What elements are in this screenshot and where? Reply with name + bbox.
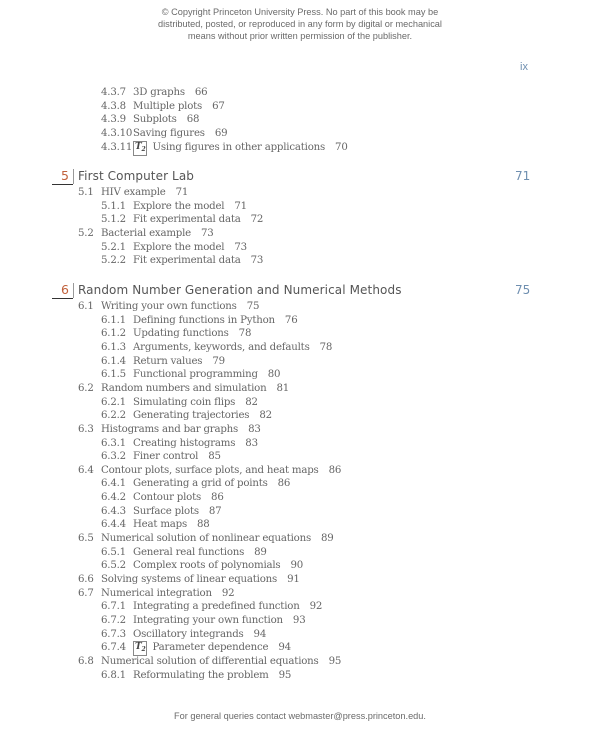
section-number: 4.3.7 xyxy=(101,87,126,98)
section-entry xyxy=(101,227,214,241)
section-title: Simulating coin flips xyxy=(133,396,236,408)
section-page-number: 82 xyxy=(259,410,272,422)
section-entry xyxy=(133,254,263,268)
chapter-title: First Computer Lab xyxy=(78,169,194,183)
chapter-title: Random Number Generation and Numerical Methods xyxy=(78,283,402,297)
section-entry xyxy=(133,141,348,156)
section-entry xyxy=(133,113,199,127)
section-page-number: 88 xyxy=(197,519,210,531)
section-number: 4.3.8 xyxy=(101,100,126,112)
section-page-number: 89 xyxy=(320,533,334,545)
section-entry xyxy=(101,573,300,587)
section-page-number: 86 xyxy=(328,464,342,476)
section-title: General real functions xyxy=(133,546,245,558)
copyright-line: distributed, posted, or reproduced in any form by digital or mechanical xyxy=(158,19,442,29)
section-number: 5.1 xyxy=(78,187,94,198)
section-title: Fit experimental data xyxy=(133,255,241,267)
section-number: 5.1.2 xyxy=(101,214,126,226)
section-title: Contour plots xyxy=(133,492,202,504)
section-number: 6.1.1 xyxy=(101,314,126,326)
section-number: 6.3.1 xyxy=(101,437,126,449)
section-number: 6.1 xyxy=(78,301,94,312)
section-title: Contour plots, surface plots, and heat maps xyxy=(101,464,319,476)
section-page-number: 95 xyxy=(278,669,292,681)
section-page-number: 71 xyxy=(175,187,189,198)
page-number: ix xyxy=(520,61,528,73)
section-title: Integrating a predefined function xyxy=(133,601,300,613)
section-title: Multiple plots xyxy=(133,100,203,112)
section-title: Heat maps xyxy=(133,519,188,531)
section-entry xyxy=(133,546,267,560)
section-number: 6.4.1 xyxy=(101,478,126,490)
section-entry xyxy=(133,628,266,642)
section-entry xyxy=(101,300,259,314)
section-number: 6.7.4 xyxy=(101,642,126,654)
section-number: 4.3.11 xyxy=(101,141,133,153)
copyright-line: means without prior written permission of the publisher. xyxy=(187,31,413,41)
section-title: Integrating your own function xyxy=(133,614,283,626)
section-title: 3D graphs xyxy=(133,87,185,98)
section-entry xyxy=(133,669,291,683)
section-title: Bacterial example xyxy=(101,227,192,239)
section-entry xyxy=(133,437,258,451)
section-page-number: 73 xyxy=(234,241,247,253)
section-entry xyxy=(133,450,221,464)
section-entry xyxy=(133,86,207,100)
section-title: Using figures in other applications xyxy=(152,141,326,153)
section-page-number: 78 xyxy=(238,328,252,340)
chapter-underline-rule xyxy=(52,298,73,299)
section-page-number: 90 xyxy=(290,560,304,572)
section-entry xyxy=(133,396,258,410)
section-title: Generating trajectories xyxy=(133,410,250,422)
section-number: 4.3.10 xyxy=(101,127,133,139)
section-number: 6.3.2 xyxy=(101,451,126,463)
section-entry xyxy=(133,518,210,532)
section-page-number: 73 xyxy=(201,227,214,239)
section-page-number: 72 xyxy=(250,214,264,226)
section-entry xyxy=(101,186,188,200)
section-title: Arguments, keywords, and defaults xyxy=(133,341,310,353)
section-number: 5.2.2 xyxy=(101,255,126,267)
section-title: Subplots xyxy=(133,114,177,126)
section-number: 6.1.3 xyxy=(101,341,126,353)
section-number: 4.3.9 xyxy=(101,114,126,126)
section-number: 6.7.3 xyxy=(101,628,126,640)
section-entry xyxy=(101,655,341,669)
section-number: 6.1.5 xyxy=(101,369,126,381)
section-title: Numerical solution of nonlinear equations xyxy=(101,533,311,545)
section-number: 6.2.1 xyxy=(101,396,126,408)
section-page-number: 95 xyxy=(328,655,342,667)
section-entry xyxy=(101,587,234,601)
section-page-number: 73 xyxy=(250,255,264,267)
section-title: Writing your own functions xyxy=(101,301,237,312)
section-number: 6.7 xyxy=(78,587,94,599)
section-page-number: 83 xyxy=(248,423,261,435)
section-page-number: 94 xyxy=(278,642,291,654)
section-entry xyxy=(133,100,225,114)
section-entry xyxy=(133,327,251,341)
section-page-number: 69 xyxy=(214,127,228,139)
section-page-number: 86 xyxy=(211,492,224,504)
section-entry xyxy=(133,505,221,519)
section-entry xyxy=(133,200,247,214)
section-page-number: 78 xyxy=(319,341,333,353)
chapter-number: 6 xyxy=(61,282,69,297)
section-page-number: 85 xyxy=(208,451,221,463)
section-number: 6.4.2 xyxy=(101,492,126,504)
section-entry xyxy=(133,368,280,382)
section-number: 6.7.1 xyxy=(101,601,126,613)
section-entry xyxy=(133,355,225,369)
section-page-number: 82 xyxy=(245,396,258,408)
section-page-number: 71 xyxy=(234,200,247,212)
section-title: Finer control xyxy=(133,451,199,463)
section-entry xyxy=(133,314,297,328)
section-entry xyxy=(133,127,227,141)
section-entry xyxy=(133,213,263,227)
section-entry xyxy=(133,600,322,614)
section-number: 6.5.2 xyxy=(101,560,126,572)
section-page-number: 86 xyxy=(277,478,291,490)
section-page-number: 80 xyxy=(267,369,281,381)
section-page-number: 91 xyxy=(287,574,300,585)
section-title: Creating histograms xyxy=(133,437,236,449)
section-title: Reformulating the problem xyxy=(133,669,269,681)
section-number: 6.2.2 xyxy=(101,410,126,422)
section-number: 6.3 xyxy=(78,423,94,435)
chapter-divider-rule xyxy=(73,169,74,184)
section-number: 5.1.1 xyxy=(101,200,126,212)
section-title: Explore the model xyxy=(133,241,225,253)
section-number: 6.1.2 xyxy=(101,328,126,340)
chapter-page-number: 75 xyxy=(515,283,531,297)
copyright-line: © Copyright Princeton University Press. No part of this book may be xyxy=(161,7,439,17)
section-entry xyxy=(133,409,272,423)
section-title: Parameter dependence xyxy=(152,642,269,654)
section-page-number: 81 xyxy=(276,382,290,394)
section-title: Saving figures xyxy=(133,127,205,139)
section-title: Histograms and bar graphs xyxy=(101,423,239,435)
section-entry xyxy=(133,477,290,491)
section-number: 5.2 xyxy=(78,227,94,239)
footer-contact: For general queries contact webmaster@press.princeton.edu. xyxy=(174,711,426,721)
section-page-number: 66 xyxy=(194,87,208,98)
section-title: Explore the model xyxy=(133,200,225,212)
section-page-number: 67 xyxy=(212,100,225,112)
chapter-divider-rule xyxy=(73,283,74,298)
section-number: 6.6 xyxy=(78,574,94,585)
section-title: HIV example xyxy=(101,187,166,198)
section-number: 6.4.3 xyxy=(101,505,126,517)
section-page-number: 79 xyxy=(212,355,225,367)
section-entry xyxy=(133,614,305,628)
section-entry xyxy=(133,341,332,355)
section-number: 6.5.1 xyxy=(101,546,126,558)
section-title: Return values xyxy=(133,355,203,367)
chapter-number: 5 xyxy=(61,168,69,183)
track-2-icon: $T_2$ xyxy=(133,141,147,156)
section-entry xyxy=(133,491,224,505)
section-title: Complex roots of polynomials xyxy=(133,560,281,572)
section-page-number: 94 xyxy=(253,628,267,640)
toc-chapter-6[interactable] xyxy=(0,282,600,300)
section-number: 6.8.1 xyxy=(101,669,126,681)
section-title: Numerical integration xyxy=(101,587,212,599)
section-title: Oscillatory integrands xyxy=(133,628,244,640)
section-number: 6.2 xyxy=(78,382,94,394)
section-title: Defining functions in Python xyxy=(133,314,275,326)
section-title: Generating a grid of points xyxy=(133,478,268,490)
section-page-number: 75 xyxy=(246,301,260,312)
section-title: Surface plots xyxy=(133,505,199,517)
section-page-number: 83 xyxy=(245,437,258,449)
section-page-number: 89 xyxy=(254,546,267,558)
section-page-number: 92 xyxy=(221,587,235,599)
section-number: 5.2.1 xyxy=(101,241,126,253)
section-number: 6.4 xyxy=(78,464,94,476)
section-title: Updating functions xyxy=(133,328,229,340)
section-title: Functional programming xyxy=(133,369,258,381)
chapter-page-number: 71 xyxy=(515,169,531,183)
section-page-number: 92 xyxy=(309,601,323,613)
section-page-number: 76 xyxy=(284,314,298,326)
section-number: 6.5 xyxy=(78,533,94,545)
section-title: Solving systems of linear equations xyxy=(101,574,278,585)
section-entry xyxy=(101,382,289,396)
section-number: 6.7.2 xyxy=(101,614,126,626)
toc-chapter-5[interactable] xyxy=(0,168,600,186)
section-entry xyxy=(133,241,247,255)
copyright-notice xyxy=(0,6,600,42)
section-page-number: 87 xyxy=(208,505,222,517)
section-number: 6.1.4 xyxy=(101,355,126,367)
section-entry xyxy=(101,532,334,546)
section-page-number: 93 xyxy=(292,614,306,626)
track-2-icon: $T_2$ xyxy=(133,641,147,656)
section-title: Numerical solution of differential equations xyxy=(101,655,319,667)
section-entry xyxy=(101,464,341,478)
chapter-underline-rule xyxy=(52,184,73,185)
section-entry xyxy=(133,559,303,573)
section-number: 6.4.4 xyxy=(101,519,126,531)
section-number: 6.8 xyxy=(78,655,94,667)
section-entry xyxy=(101,423,261,437)
section-page-number: 68 xyxy=(186,114,200,126)
section-title: Fit experimental data xyxy=(133,214,241,226)
section-title: Random numbers and simulation xyxy=(101,382,267,394)
section-page-number: 70 xyxy=(335,141,348,153)
